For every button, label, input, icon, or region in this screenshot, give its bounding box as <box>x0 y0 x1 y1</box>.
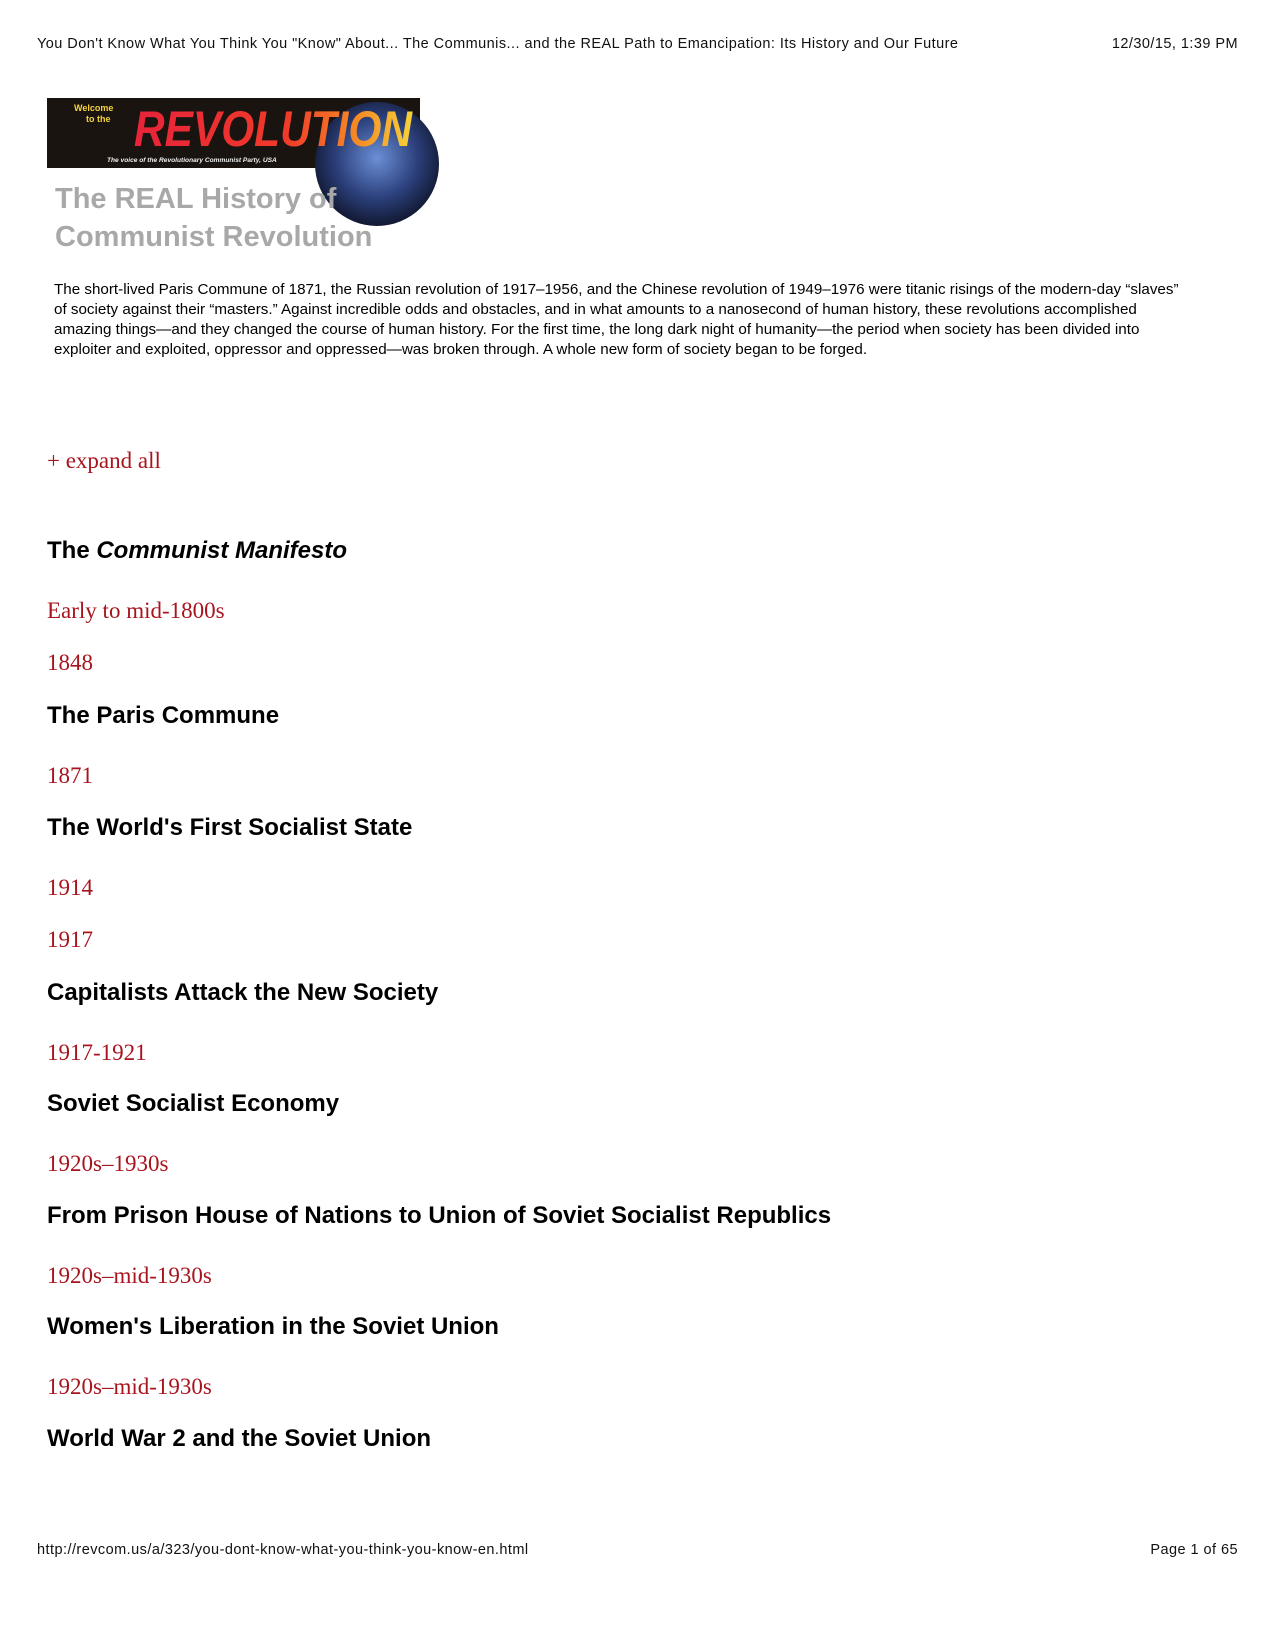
print-footer-page-number: Page 1 of 65 <box>1150 1542 1238 1558</box>
banner-logo-text: REVOLUTION <box>134 101 413 157</box>
section-heading-soviet-economy[interactable]: Soviet Socialist Economy <box>47 1090 340 1117</box>
revolution-banner-logo[interactable] <box>47 98 420 168</box>
date-item[interactable]: 1920s–mid-1930s <box>47 1263 212 1288</box>
page-title-line1: The REAL History of <box>55 183 337 215</box>
date-item[interactable]: 1917 <box>47 927 93 952</box>
print-footer-url: http://revcom.us/a/323/you-dont-know-what-you-think-you-know-en.html <box>37 1542 529 1558</box>
date-item[interactable]: 1920s–1930s <box>47 1151 169 1176</box>
intro-paragraph: The short-lived Paris Commune of 1871, the Russian revolution of 1917–1956, and the Chinese revolution of 1949–1976 were titanic risings of the modern-day “slaves” of society against their “masters.” Against incredible odds and obstacles, and in what amounts to a nanosecond of human history, these revolutions accomplished amazing things—and they changed the course of human history. For the first time, the long dark night of humanity—the period when society has been divided into exploiter and exploited, oppressor and oppressed—was broken through. A whole new form of society began to be forged. <box>54 281 1179 358</box>
heading-prefix: The <box>47 537 97 564</box>
date-item[interactable]: 1914 <box>47 875 93 900</box>
section-heading-capitalists-attack[interactable]: Capitalists Attack the New Society <box>47 979 439 1006</box>
date-item[interactable]: Early to mid-1800s <box>47 598 225 623</box>
section-heading-womens-liberation[interactable]: Women's Liberation in the Soviet Union <box>47 1313 499 1340</box>
section-heading-first-socialist-state[interactable]: The World's First Socialist State <box>47 814 413 841</box>
date-item[interactable]: 1917-1921 <box>47 1040 147 1065</box>
print-header-datetime: 12/30/15, 1:39 PM <box>1111 36 1238 52</box>
section-heading-prison-house-of-nations[interactable]: From Prison House of Nations to Union of Soviet Socialist Republics <box>47 1202 832 1229</box>
expand-all-link[interactable]: + expand all <box>47 448 161 473</box>
banner-graphic <box>47 98 420 168</box>
banner-welcome: Welcome <box>74 103 114 113</box>
heading-emphasis: Communist Manifesto <box>96 537 348 564</box>
print-header-title: You Don't Know What You Think You "Know" About... The Communis... and the REAL Path to Emancipation: Its History and Our Future <box>37 36 959 52</box>
page-title-line2: Communist Revolution <box>55 221 373 253</box>
date-item[interactable]: 1848 <box>47 650 93 675</box>
date-item[interactable]: 1871 <box>47 763 93 788</box>
print-footer <box>37 1542 1238 1562</box>
date-item[interactable]: 1920s–mid-1930s <box>47 1374 212 1399</box>
section-heading-world-war-2[interactable]: World War 2 and the Soviet Union <box>47 1425 432 1452</box>
banner-to-the: to the <box>86 114 111 124</box>
section-heading-paris-commune[interactable]: The Paris Commune <box>47 702 280 729</box>
page-title <box>55 180 372 256</box>
section-heading-communist-manifesto[interactable] <box>47 536 347 566</box>
print-header <box>37 36 1238 56</box>
banner-tagline: The voice of the Revolutionary Communist Party, USA <box>107 157 277 164</box>
